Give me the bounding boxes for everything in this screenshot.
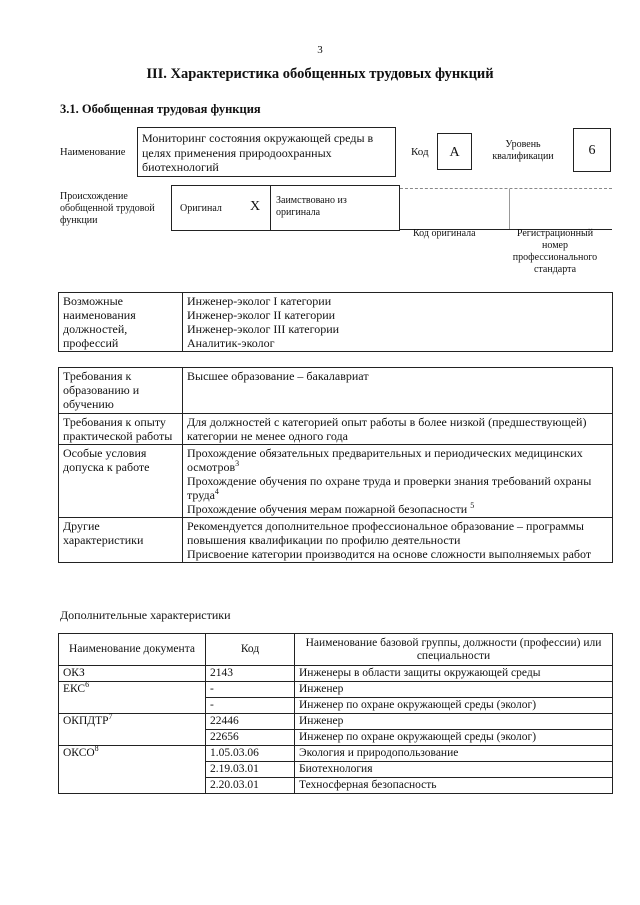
- positions-label: Возможные наименования должностей, профессий: [59, 293, 183, 352]
- experience-label: Требования к опыту практической работы: [59, 414, 183, 445]
- code-label: Код: [411, 146, 429, 158]
- code-cell: 22446: [206, 714, 295, 730]
- original-mark: X: [250, 199, 261, 214]
- doc-cell: ОКПДТР$^7$: [59, 714, 206, 746]
- footnote-ref: 4: [214, 487, 219, 496]
- footnote-ref: 6: [85, 680, 90, 690]
- additional-table: [58, 633, 613, 794]
- education-value: Высшее образование – бакалавриат: [183, 368, 613, 414]
- orig-code-caption: Код оригинала: [413, 228, 476, 239]
- col-code-header: Код: [206, 634, 295, 666]
- other-label: Другие характеристики: [59, 518, 183, 563]
- requirements-table: [58, 367, 613, 563]
- name-cell: Инженер: [295, 682, 613, 698]
- condition-text: Прохождение обучения по охране труда и проверки знания требований охраны труда: [187, 474, 592, 502]
- qualification-level: 6: [573, 128, 611, 172]
- page-number: 3: [317, 44, 323, 56]
- position-item: Инженер-эколог II категории: [187, 308, 336, 322]
- name-cell: Техносферная безопасность: [295, 778, 613, 794]
- section-title: III. Характеристика обобщенных трудовых функций: [146, 66, 494, 82]
- positions-list: [183, 293, 613, 352]
- other-text: Присвоение категории производится на основе сложности выполняемых работ: [187, 547, 592, 561]
- name-label: Наименование: [60, 147, 126, 158]
- doc-cell: ЕКС$^6$: [59, 682, 206, 714]
- name-cell: Экология и природопользование: [295, 746, 613, 762]
- other-value: [183, 518, 613, 563]
- footnote-ref: 8: [94, 744, 99, 754]
- education-label: Требования к образованию и обучению: [59, 368, 183, 414]
- table-row: [59, 714, 613, 730]
- additional-title: Дополнительные характеристики: [60, 608, 231, 622]
- positions-table: [58, 292, 613, 352]
- origin-top-line: [400, 188, 612, 190]
- subsection-title: 3.1. Обобщенная трудовая функция: [60, 102, 261, 116]
- original-label: Оригинал: [180, 203, 222, 214]
- conditions-label: Особые условия допуска к работе: [59, 445, 183, 518]
- table-row: [59, 666, 613, 682]
- conditions-value: [183, 445, 613, 518]
- code-cell: 22656: [206, 730, 295, 746]
- code-cell: 2.20.03.01: [206, 778, 295, 794]
- name-cell: Инженеры в области защиты окружающей среды: [295, 666, 613, 682]
- reg-number-caption: Регистрационный номер профессионального стандарта: [512, 228, 598, 275]
- experience-value: Для должностей с категорией опыт работы в более низкой (предшествующей) категории не менее одного года: [183, 414, 613, 445]
- col-name-header: Наименование базовой группы, должности (профессии) или специальности: [295, 634, 613, 666]
- code-cell: -: [206, 698, 295, 714]
- name-cell: Инженер: [295, 714, 613, 730]
- position-item: Инженер-эколог III категории: [187, 322, 340, 336]
- level-label: Уровень квалификации: [492, 139, 554, 162]
- doc-cell: ОКЗ: [59, 666, 206, 682]
- code-cell: 2143: [206, 666, 295, 682]
- doc-cell: ОКСО$^8$: [59, 746, 206, 794]
- footnote-ref: 5: [470, 501, 475, 510]
- condition-text: Прохождение обучения мерам пожарной безопасности: [187, 502, 468, 516]
- code-cell: -: [206, 682, 295, 698]
- code-cell: 1.05.03.06: [206, 746, 295, 762]
- table-row: [59, 746, 613, 762]
- position-item: Аналитик-эколог: [187, 336, 275, 350]
- col-doc-header: Наименование документа: [59, 634, 206, 666]
- function-code: A: [437, 133, 472, 170]
- other-text: Рекомендуется дополнительное профессиональное образование – программы повышения квалификации по профилю деятельности: [187, 519, 584, 547]
- table-row: [59, 682, 613, 698]
- name-cell: Инженер по охране окружающей среды (эколог): [295, 698, 613, 714]
- footnote-ref: 3: [235, 459, 240, 468]
- name-cell: Инженер по охране окружающей среды (эколог): [295, 730, 613, 746]
- function-name: Мониторинг состояния окружающей среды в целях применения природоохранных биотехнологий: [137, 127, 396, 177]
- origin-label: Происхождение обобщенной трудовой функции: [60, 191, 155, 226]
- borrowed-label: Заимствовано из оригинала: [276, 195, 347, 218]
- footnote-ref: 7: [108, 712, 113, 722]
- name-cell: Биотехнология: [295, 762, 613, 778]
- position-item: Инженер-эколог I категории: [187, 294, 332, 308]
- code-cell: 2.19.03.01: [206, 762, 295, 778]
- condition-text: Прохождение обязательных предварительных и периодических медицинских осмотров: [187, 446, 583, 474]
